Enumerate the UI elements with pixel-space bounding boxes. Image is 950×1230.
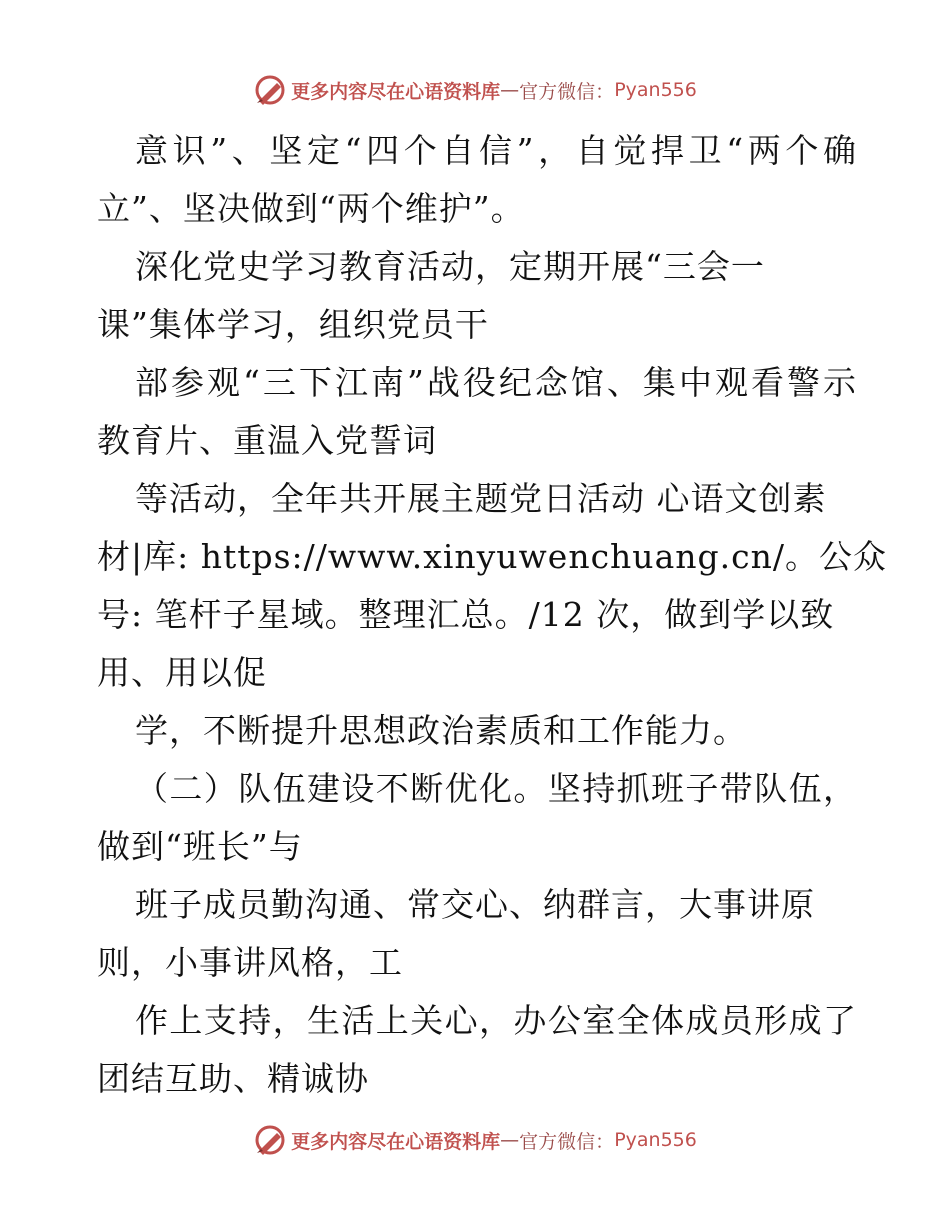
text-line: 教育片、重温入党誓词 — [97, 421, 437, 460]
text-line: 部参观“三下江南”战役纪念馆、集中观看警示 — [135, 363, 857, 402]
pen-logo-icon — [253, 1123, 287, 1157]
text-line: 作上支持，生活上关心，办公室全体成员形成了 — [135, 1001, 857, 1040]
banner-sub-text: 官方微信： — [519, 1130, 615, 1153]
banner-dash: — — [500, 1129, 520, 1151]
text-line: 深化党史学习教育活动，定期开展“三会一 — [135, 247, 765, 286]
text-line: 用、用以促 — [97, 653, 267, 692]
banner-wechat-id: Pyan556 — [614, 1129, 697, 1151]
banner-sub-text: 官方微信： — [519, 80, 615, 103]
banner-wechat-id: Pyan556 — [614, 79, 697, 101]
text-line: 做到“班长”与 — [97, 827, 303, 866]
footer-banner — [0, 1120, 950, 1160]
text-line: 团结互助、精诚协 — [97, 1059, 369, 1098]
text-line: 学，不断提升思想政治素质和工作能力。 — [135, 711, 747, 750]
text-line: 则，小事讲风格，工 — [97, 943, 403, 982]
pen-logo-icon — [253, 73, 287, 107]
text-line: 等活动，全年共开展主题党日活动 心语文创素 — [135, 479, 827, 518]
banner-dash: — — [500, 79, 520, 101]
text-line: 立”、坚决做到“两个维护”。 — [97, 189, 525, 228]
document-body — [97, 122, 887, 1108]
text-line: 材|库: https://www.xinyuwenchuang.cn/。公众 — [97, 537, 887, 576]
text-line: 意识”、坚定“四个自信”，自觉捍卫“两个确 — [135, 131, 857, 170]
text-line: 课”集体学习，组织党员干 — [97, 305, 489, 344]
banner-main-text: 更多内容尽在心语资料库 — [291, 1130, 501, 1153]
header-banner — [0, 70, 950, 110]
banner-main-text: 更多内容尽在心语资料库 — [291, 80, 501, 103]
text-line: 号: 笔杆子星域。整理汇总。/12 次，做到学以致 — [97, 595, 835, 634]
text-line: 班子成员勤沟通、常交心、纳群言，大事讲原 — [135, 885, 815, 924]
text-line: （二）队伍建设不断优化。坚持抓班子带队伍， — [135, 769, 857, 808]
